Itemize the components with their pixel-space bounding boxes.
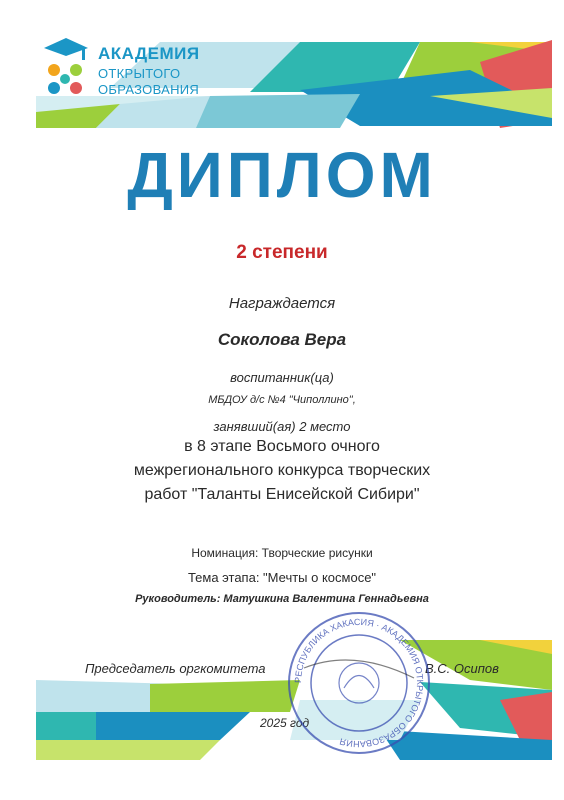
nomination: Номинация: Творческие рисунки [191, 546, 373, 560]
recipient-name: Соколова Вера [217, 330, 347, 349]
logo-title: АКАДЕМИЯ [98, 44, 200, 63]
chair-name: В.С. Осипов [425, 661, 499, 676]
awarded-label: Награждается [228, 295, 336, 312]
year: 2025 год [260, 716, 310, 730]
recipient-role: воспитанник(ца) [230, 370, 334, 385]
svg-text:РЕСПУБЛИКА ХАКАСИЯ · АКАДЕМИЯ [293, 617, 425, 749]
academy-logo [36, 34, 236, 114]
diploma-degree: 2 степени [236, 242, 328, 263]
diploma-title: ДИПЛОМ [127, 139, 437, 211]
contest-line-1: в 8 этапе Восьмого очного [184, 438, 380, 455]
stamp-text: РЕСПУБЛИКА ХАКАСИЯ · АКАДЕМИЯ ОТКРЫТОГО ОБРАЗОВАНИЯ [292, 616, 426, 750]
contest-line-2: межрегионального конкурса творческих [133, 462, 431, 479]
supervisor: Руководитель: Матушкина Валентина Геннадьевна [135, 593, 429, 605]
contest-line-3: работ "Таланты Енисейской Сибири" [144, 486, 420, 503]
place-text: занявший(ая) 2 место [213, 419, 351, 434]
logo-line-2: ОБРАЗОВАНИЯ [98, 82, 200, 97]
chair-label: Председатель оргкомитета [85, 661, 266, 676]
logo-line-1: ОТКРЫТОГО [98, 66, 181, 81]
academy-logo-icon [36, 34, 94, 98]
recipient-organization: МБДОУ д/с №4 "Чиполлино", [208, 394, 356, 406]
stage-theme: Тема этапа: "Мечты о космосе" [187, 570, 377, 585]
official-stamp [284, 608, 434, 758]
